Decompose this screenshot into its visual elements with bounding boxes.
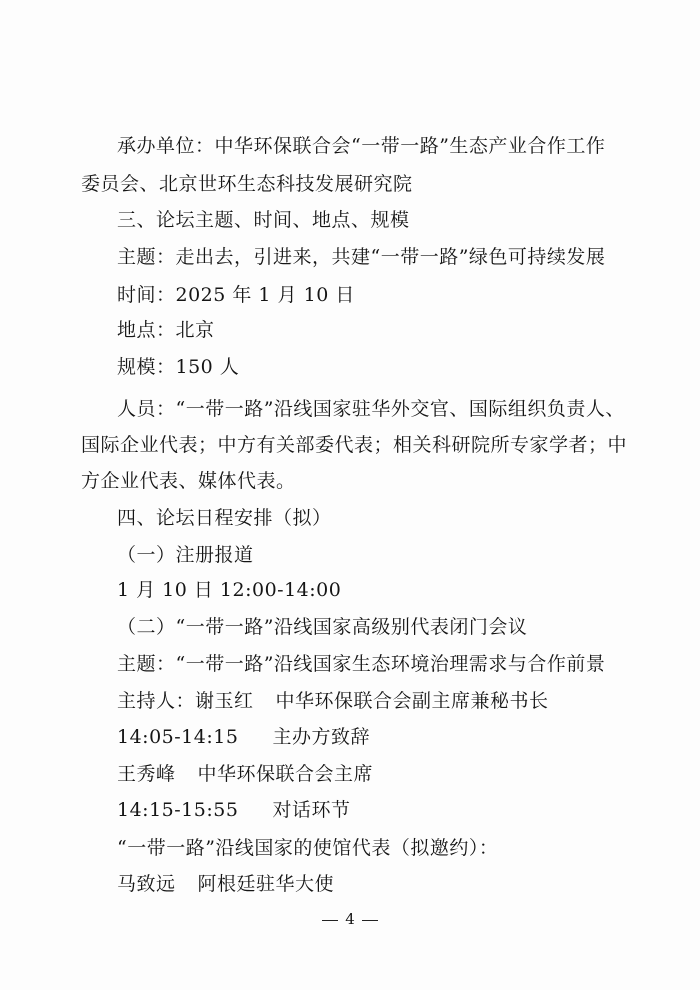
ambassador-name: 马致远 — [117, 873, 176, 895]
ambassador-line — [117, 872, 334, 896]
attendees-line-3: 方企业代表、媒体代表。 — [81, 470, 296, 492]
session-opening-line — [117, 725, 370, 749]
subsection-registration: （一）注册报道 — [117, 544, 254, 566]
section-heading-4: 四、论坛日程安排（拟） — [117, 507, 332, 529]
session-opening-time: 14:05-14:15 — [117, 726, 239, 748]
footer-dash-left — [322, 920, 338, 921]
ambassador-title: 阿根廷驻华大使 — [197, 873, 335, 895]
organizer-line-1: 承办单位：中华环保联合会“一带一路”生态产业合作工作 — [117, 135, 606, 157]
subsection-closed-meeting: （二）“一带一路”沿线国家高级别代表闭门会议 — [117, 616, 528, 638]
organizer-line-2: 委员会、北京世环生态科技发展研究院 — [81, 173, 413, 195]
speaker-name: 王秀峰 — [117, 763, 176, 785]
session-dialogue-line — [117, 798, 350, 822]
page-footer — [0, 909, 700, 929]
meeting-theme-line: 主题：“一带一路”沿线国家生态环境治理需求与合作前景 — [117, 653, 606, 675]
section-heading-3: 三、论坛主题、时间、地点、规模 — [117, 209, 410, 231]
scale-line: 规模：150 人 — [117, 356, 240, 378]
page-number: 4 — [345, 910, 355, 928]
session-opening-title: 主办方致辞 — [272, 726, 370, 748]
embassy-invite-line: “一带一路”沿线国家的使馆代表（拟邀约）： — [117, 837, 499, 859]
host-line — [117, 689, 549, 713]
speaker-title: 中华环保联合会主席 — [197, 763, 374, 785]
footer-dash-right — [362, 920, 378, 921]
location-line: 地点：北京 — [117, 319, 215, 341]
registration-time: 1 月 10 日 12:00-14:00 — [117, 579, 342, 601]
session-dialogue-title: 对话环节 — [272, 799, 351, 821]
host-title: 中华环保联合会副主席兼秘书长 — [275, 690, 549, 712]
theme-line: 主题：走出去，引进来，共建“一带一路”绿色可持续发展 — [117, 246, 606, 268]
speaker-line — [117, 762, 373, 786]
time-line: 时间：2025 年 1 月 10 日 — [117, 284, 355, 306]
attendees-line-2: 国际企业代表；中方有关部委代表；相关科研院所专家学者；中 — [81, 434, 628, 456]
session-dialogue-time: 14:15-15:55 — [117, 799, 239, 821]
attendees-line-1: 人员：“一带一路”沿线国家驻华外交官、国际组织负责人、 — [117, 398, 625, 420]
host-label: 主持人：谢玉红 — [117, 690, 254, 712]
